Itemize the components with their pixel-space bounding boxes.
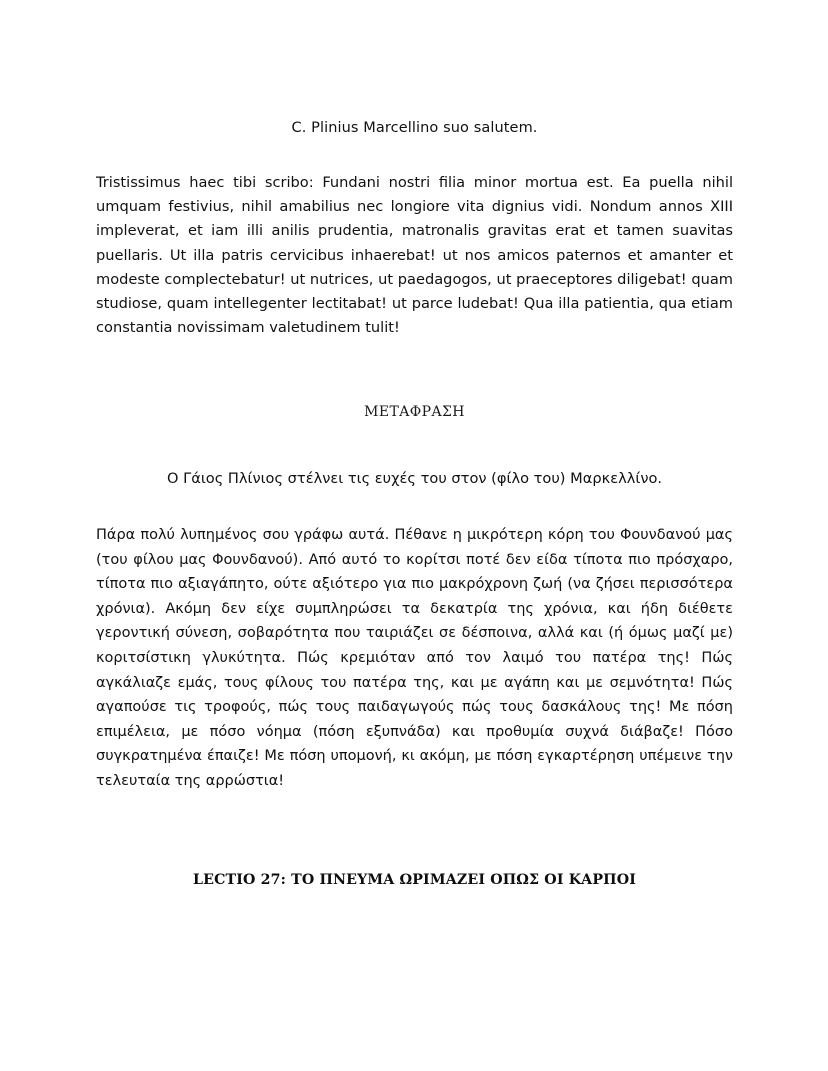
- lectio-chapter-heading: LECTIO 27: ΤΟ ΠΝΕΥΜΑ ΩΡΙΜΑΖΕΙ ΟΠΩΣ ΟΙ ΚΑΡΠΟΙ: [193, 872, 636, 888]
- latin-source-paragraph: Tristissimus haec tibi scribo: Fundani nostri filia minor mortua est. Ea puella nihil umquam festivius, nihil amabilius nec longiore vita dignius vidi. Nondum annos XIII impleverat, et iam illi anilis prudentia, matronalis gravitas erat et tamen suavitas puellaris. Ut illa patris cervicibus inhaerebat! ut nos amicos paternos et amanter et modeste complectebatur! ut nutrices, ut paedagogos, ut praeceptores diligebat! quam studiose, quam intellegenter lectitabat! ut parce ludebat! Qua illa patientia, qua etiam constantia novissimam valetudinem tulit!: [96, 174, 733, 337]
- greek-salutation-subtitle: Ο Γάιος Πλίνιος στέλνει τις ευχές του στον (φίλο του) Μαρκελλίνο.: [166, 470, 663, 487]
- translation-section-heading: ΜΕΤΑΦΡΑΣΗ: [364, 404, 465, 420]
- latin-salutation-title: C. Plinius Marcellino suo salutem.: [291, 120, 538, 136]
- greek-translation-paragraph: Πάρα πολύ λυπημένος σου γράφω αυτά. Πέθανε η μικρότερη κόρη του Φουνδανού μας (του φίλου μας Φουνδανού). Από αυτό το κορίτσι ποτέ δεν είδα τίποτα πιο πρόσχαρο, τίποτα πιο αξιαγάπητο, ούτε αξιότερο για πιο μακρόχρονη ζωή (να ζήσει περισσότερα χρόνια). Ακόμη δεν είχε συμπληρώσει τα δεκατρία της χρόνια, και ήδη διέθετε γεροντική σύνεση, σοβαρότητα που ταιριάζει σε δέσποινα, αλλά και (ή όμως μαζί με) κοριτσίστικη γλυκύτητα. Πώς κρεμιόταν από τον λαιμό του πατέρα της! Πώς αγκάλιαζε εμάς, τους φίλους του πατέρα της, και με αγάπη και με σεμνότητα! Πώς αγαπούσε τις τροφούς, πώς τους παιδαγωγούς πώς τους δασκάλους της! Με πόση επιμέλεια, με πόσο νόημα (πόση εξυπνάδα) και προθυμία συχνά διάβαζε! Πόσο συγκρατημένα έπαιζε! Με πόση υπομονή, κι ακόμη, με πόση εγκαρτέρηση υπέμεινε την τελευταία της αρρώστια!: [96, 527, 733, 789]
